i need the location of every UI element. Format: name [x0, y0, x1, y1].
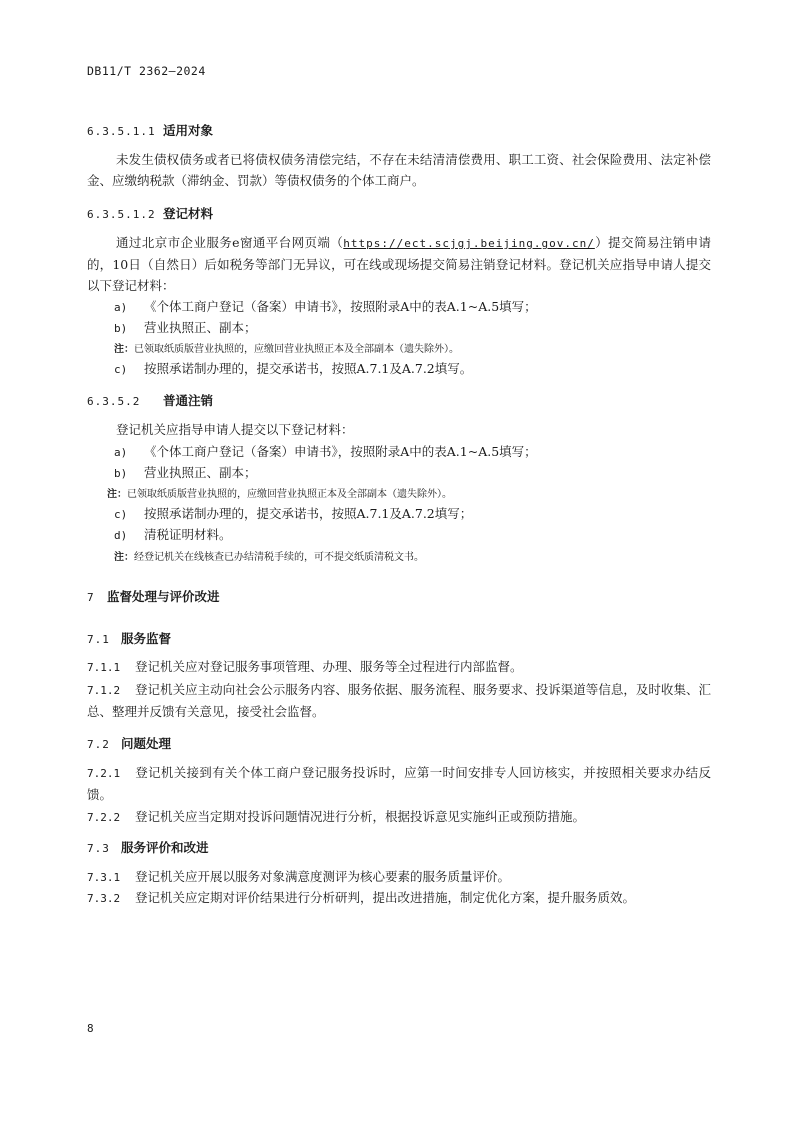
- list-marker: a): [114, 301, 128, 314]
- heading-number: 7: [87, 591, 95, 604]
- heading-title: 适用对象: [163, 123, 214, 138]
- list-item: [114, 525, 232, 543]
- note-label: 注：: [114, 344, 134, 355]
- heading-7-1: [87, 629, 171, 647]
- heading-number: 7.3: [87, 842, 110, 855]
- heading-title: 监督处理与评价改进: [107, 589, 220, 604]
- list-text: 营业执照正、副本；: [144, 465, 257, 480]
- paragraph-text: ）提交简易注销申请的，10日（自然日）后如税务等部门无异议，可在线或现场提交简易注销登记材料。登记机关应指导申请人提交以下登记材料：: [87, 235, 711, 293]
- note-text: 已领取纸质版营业执照的，应缴回营业执照正本及全部副本（遗失除外）。: [134, 344, 459, 355]
- list-marker: a): [114, 446, 128, 459]
- heading-6-3-5-1-2: [87, 204, 213, 222]
- heading-number: 6.3.5.1.2: [87, 208, 156, 221]
- note: [107, 485, 452, 500]
- heading-7: [87, 587, 220, 605]
- clause-number: 7.2.2: [87, 811, 121, 824]
- heading-number: 7.2: [87, 738, 110, 751]
- list-marker: b): [114, 467, 128, 480]
- heading-number: 7.1: [87, 633, 110, 646]
- heading-title: 服务监督: [121, 631, 172, 646]
- heading-title: 问题处理: [121, 736, 172, 751]
- clause-text: 登记机关应主动向社会公示服务内容、服务依据、服务流程、服务要求、投诉渠道等信息，及时收集、汇总、整理并反馈有关意见，接受社会监督。: [87, 682, 711, 719]
- list-marker: d): [114, 529, 128, 542]
- list-text: 按照承诺制办理的，提交承诺书，按照A.7.1及A.7.2填写；: [144, 506, 473, 521]
- clause-number: 7.1.2: [87, 684, 121, 697]
- note-text: 经登记机关在线核查已办结清税手续的，可不提交纸质清税文书。: [134, 552, 424, 563]
- clause-number: 7.3.2: [87, 892, 121, 905]
- document-code-header: DB11/T 2362—2024: [87, 64, 206, 78]
- heading-number: 6.3.5.2: [87, 395, 141, 408]
- list-text: 营业执照正、副本；: [144, 320, 257, 335]
- list-text: 《个体工商户登记（备案）申请书》，按照附录A中的表A.1~A.5填写；: [144, 444, 537, 459]
- paragraph-applicable-objects: 未发生债权债务或者已将债权债务清偿完结，不存在未结清清偿费用、职工工资、社会保险费用、法定补偿金、应缴纳税款（滞纳金、罚款）等债权债务的个体工商户。: [87, 152, 711, 188]
- clause-text: 登记机关应定期对评价结果进行分析研判，提出改进措施，制定优化方案，提升服务质效。: [135, 890, 636, 905]
- list-item: [114, 318, 257, 336]
- list-marker: c): [114, 363, 128, 376]
- list-marker: c): [114, 508, 128, 521]
- note: [114, 340, 459, 355]
- clause-7-2-2: [87, 806, 711, 828]
- heading-title: 普通注销: [163, 393, 214, 408]
- note-text: 已领取纸质版营业执照的，应缴回营业执照正本及全部副本（遗失除外）。: [127, 489, 452, 500]
- clause-number: 7.1.1: [87, 661, 121, 674]
- list-item: [114, 359, 472, 377]
- clause-7-1-2: [87, 679, 711, 722]
- list-item: [114, 463, 257, 481]
- clause-number: 7.2.1: [87, 767, 121, 780]
- clause-7-1-1: [87, 656, 711, 678]
- paragraph-text: 通过北京市企业服务e窗通平台网页端（: [116, 235, 344, 250]
- clause-7-3-1: [87, 866, 711, 888]
- heading-6-3-5-1-1: [87, 121, 213, 139]
- list-item: [114, 504, 472, 522]
- list-text: 清税证明材料。: [144, 527, 232, 542]
- heading-6-3-5-2: [87, 391, 213, 409]
- clause-text: 登记机关应当定期对投诉问题情况进行分析，根据投诉意见实施纠正或预防措施。: [135, 809, 586, 824]
- list-marker: b): [114, 322, 128, 335]
- clause-number: 7.3.1: [87, 871, 121, 884]
- clause-7-2-1: [87, 762, 711, 805]
- heading-title: 登记材料: [163, 206, 214, 221]
- heading-number: 6.3.5.1.1: [87, 125, 156, 138]
- clause-text: 登记机关接到有关个体工商户登记服务投诉时，应第一时间安排专人回访核实，并按照相关要求办结反馈。: [87, 765, 711, 802]
- heading-7-3: [87, 838, 209, 856]
- heading-title: 服务评价和改进: [121, 840, 209, 855]
- list-text: 按照承诺制办理的，提交承诺书，按照A.7.1及A.7.2填写。: [144, 361, 473, 376]
- list-text: 《个体工商户登记（备案）申请书》，按照附录A中的表A.1~A.5填写；: [144, 299, 537, 314]
- clause-7-3-2: [87, 887, 711, 909]
- clause-text: 登记机关应开展以服务对象满意度测评为核心要素的服务质量评价。: [135, 869, 511, 884]
- paragraph-registration-materials: [87, 232, 711, 296]
- page-number: 8: [87, 1022, 94, 1035]
- paragraph-intro: 登记机关应指导申请人提交以下登记材料：: [116, 422, 354, 437]
- ect-portal-link[interactable]: https://ect.scjgj.beijing.gov.cn/: [343, 237, 595, 250]
- heading-7-2: [87, 734, 171, 752]
- list-item: [114, 297, 537, 315]
- note-label: 注：: [114, 552, 134, 563]
- note-label: 注：: [107, 489, 127, 500]
- list-item: [114, 442, 537, 460]
- note: [114, 548, 424, 563]
- clause-text: 登记机关应对登记服务事项管理、办理、服务等全过程进行内部监督。: [135, 659, 523, 674]
